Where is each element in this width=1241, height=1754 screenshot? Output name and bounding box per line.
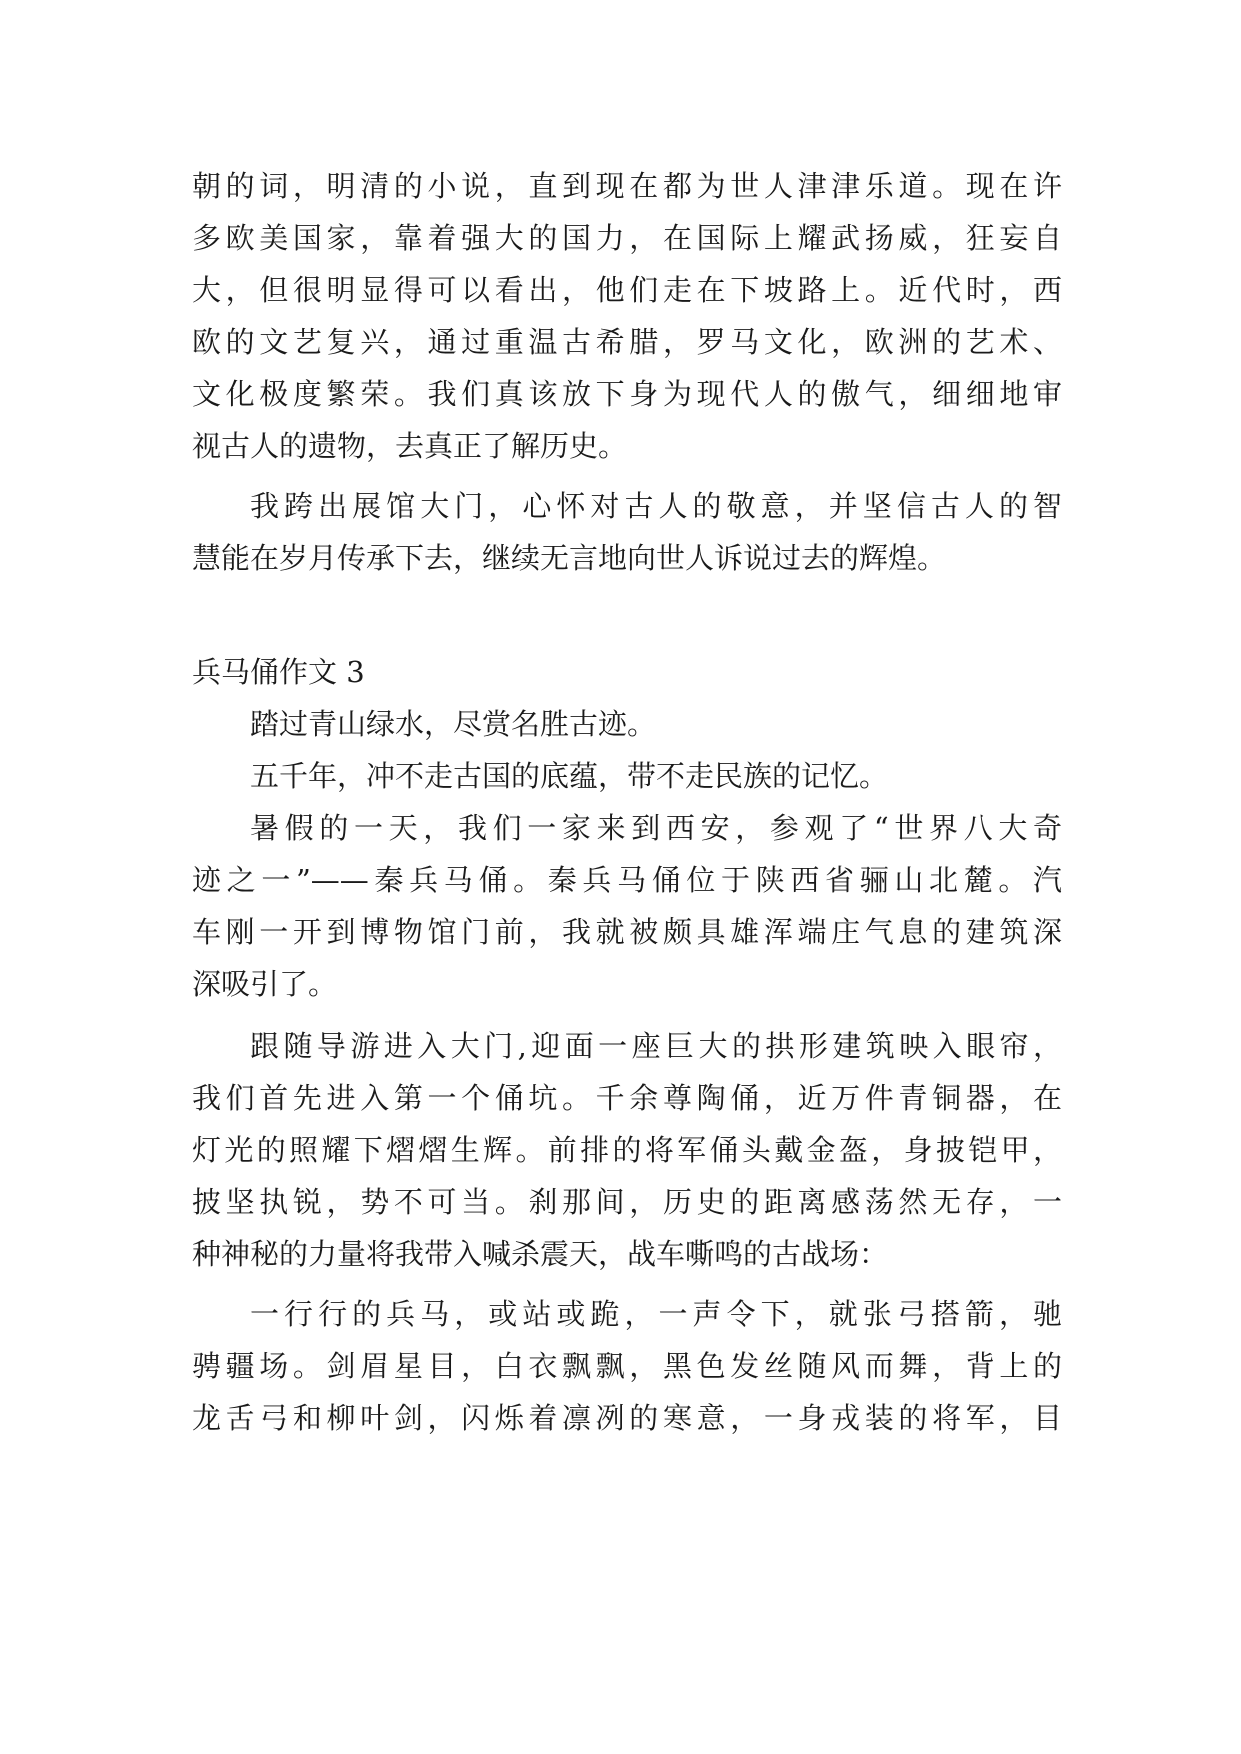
text-line: 跟随导游进入大门,迎面一座巨大的拱形建筑映入眼帘，: [250, 1029, 1062, 1063]
text-line: 朝的词，明清的小说，直到现在都为世人津津乐道。现在许: [192, 169, 1062, 203]
paragraph: [192, 750, 1062, 802]
text-line: 欧的文艺复兴，通过重温古希腊，罗马文化，欧洲的艺术、: [192, 325, 1062, 359]
paragraph: [192, 160, 1062, 472]
paragraph: [192, 1288, 1062, 1444]
paragraph: [192, 802, 1062, 1010]
text-line: 种神秘的力量将我带入喊杀震天，战车嘶鸣的古战场：: [192, 1237, 889, 1271]
spacer: [192, 1280, 1062, 1288]
paragraph: [192, 1020, 1062, 1280]
paragraph: [192, 480, 1062, 584]
text-line: 踏过青山绿水，尽赏名胜古迹。: [250, 707, 657, 741]
text-line: 五千年，冲不走古国的底蕴，带不走民族的记忆。: [250, 759, 889, 793]
text-line: 龙舌弓和柳叶剑，闪烁着凛冽的寒意，一身戎装的将军，目: [192, 1401, 1062, 1435]
text-line: 我跨出展馆大门，心怀对古人的敬意，并坚信古人的智: [250, 489, 1062, 523]
document-page: [192, 160, 1062, 1444]
text-line: 骋疆场。剑眉星目，白衣飘飘，黑色发丝随风而舞，背上的: [192, 1349, 1062, 1383]
section-heading: 兵马俑作文 3: [192, 655, 365, 689]
text-line: 大，但很明显得可以看出，他们走在下坡路上。近代时，西: [192, 273, 1062, 307]
paragraph: [192, 698, 1062, 750]
spacer: [192, 1010, 1062, 1020]
text-line: 车刚一开到博物馆门前，我就被颇具雄浑端庄气息的建筑深: [192, 915, 1062, 949]
text-line: 一行行的兵马，或站或跪，一声令下，就张弓搭箭，驰: [250, 1297, 1062, 1331]
text-line: 多欧美国家，靠着强大的国力，在国际上耀武扬威，狂妄自: [192, 221, 1062, 255]
text-line: 慧能在岁月传承下去，继续无言地向世人诉说过去的辉煌。: [192, 541, 947, 575]
spacer: [192, 584, 1062, 646]
text-line: 深吸引了。: [192, 967, 338, 1001]
text-line: 灯光的照耀下熠熠生辉。前排的将军俑头戴金盔，身披铠甲，: [192, 1133, 1062, 1167]
text-line: 视古人的遗物，去真正了解历史。: [192, 429, 628, 463]
text-line: 迹之一”——秦兵马俑。秦兵马俑位于陕西省骊山北麓。汽: [192, 863, 1062, 897]
text-line: 暑假的一天，我们一家来到西安，参观了“世界八大奇: [250, 811, 1062, 845]
text-line: 我们首先进入第一个俑坑。千余尊陶俑，近万件青铜器，在: [192, 1081, 1062, 1115]
text-line: 文化极度繁荣。我们真该放下身为现代人的傲气，细细地审: [192, 377, 1062, 411]
text-line: 披坚执锐，势不可当。刹那间，历史的距离感荡然无存，一: [192, 1185, 1062, 1219]
spacer: [192, 472, 1062, 480]
